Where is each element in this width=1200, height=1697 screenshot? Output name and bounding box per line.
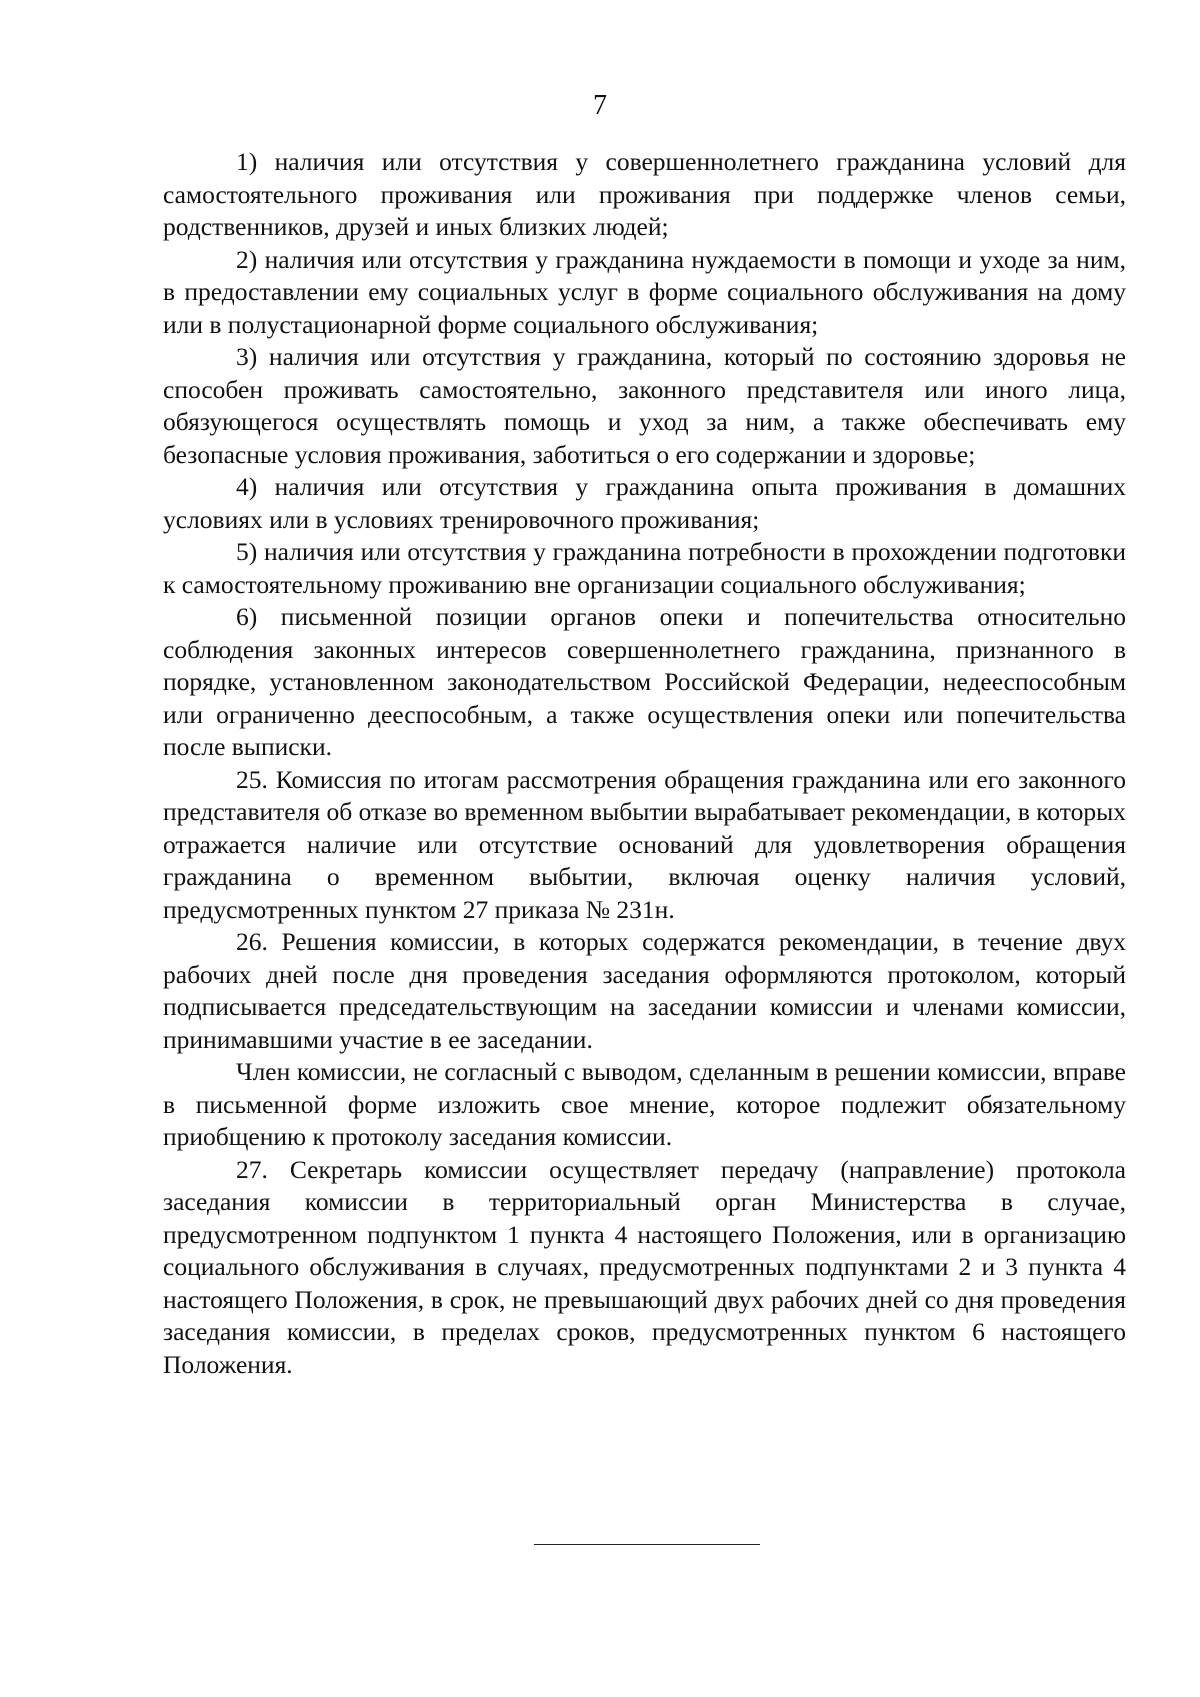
page-number: 7 [593,90,607,121]
subitem-6: 6) письменной позиции органов опеки и попечительства относительно соблюдения законных интересов совершеннолетнего гражданина, признанного в порядке, установленном законодательством Российской Федерации, недееспособным или ограниченно дееспособным, а также осуществления опеки или попечительства после выписки. [163,602,1126,761]
clause-26-dissent: Член комиссии, не согласный с выводом, сделанным в решении комиссии, вправе в письменной форме изложить свое мнение, которое подлежит обязательному приобщению к протоколу заседания комиссии. [163,1057,1126,1151]
document-body [163,146,1126,1381]
subitem-5: 5) наличия или отсутствия у гражданина потребности в прохождении подготовки к самостоятельному проживанию вне организации социального обслуживания; [163,537,1126,599]
subitem-4: 4) наличия или отсутствия у гражданина опыта проживания в домашних условиях или в условиях тренировочного проживания; [163,472,1126,534]
clause-27: 27. Секретарь комиссии осуществляет передачу (направление) протокола заседания комиссии в территориальный орган Министерства в случае, предусмотренном подпунктом 1 пункта 4 настоящего Положения, или в организацию социального обслуживания в случаях, предусмотренных подпунктами 2 и 3 пункта 4 настоящего Положения, в срок, не превышающий двух рабочих дней со дня проведения заседания комиссии, в пределах сроков, предусмотренных пунктом 6 настоящего Положения. [163,1154,1126,1379]
subitem-2: 2) наличия или отсутствия у гражданина нуждаемости в помощи и уходе за ним, в предоставлении ему социальных услуг в форме социального обслуживания на дому или в полустационарной форме социального обслуживания; [163,244,1126,339]
clause-25: 25. Комиссия по итогам рассмотрения обращения гражданина или его законного представителя об отказе во временном выбытии вырабатывает рекомендации, в которых отражается наличие или отсутствие оснований для удовлетворения обращения гражданина о временном выбытии, включая оценку наличия условий, предусмотренных пунктом 27 приказа № 231н. [163,764,1126,924]
subitem-1: 1) наличия или отсутствия у совершеннолетнего гражданина условий для самостоятельного проживания или проживания при поддержке членов семьи, родственников, друзей и иных близких людей; [163,147,1126,241]
end-of-document-rule [534,1544,760,1545]
subitem-3: 3) наличия или отсутствия у гражданина, который по состоянию здоровья не способен проживать самостоятельно, законного представителя или иного лица, обязующегося осуществлять помощь и уход за ним, а также обеспечивать ему безопасные условия проживания, заботиться о его содержании и здоровье; [163,342,1126,469]
clause-26: 26. Решения комиссии, в которых содержатся рекомендации, в течение двух рабочих дней после дня проведения заседания оформляются протоколом, который подписывается председательствующим на заседании комиссии и членами комиссии, принимавшими участие в ее заседании. [163,927,1126,1054]
